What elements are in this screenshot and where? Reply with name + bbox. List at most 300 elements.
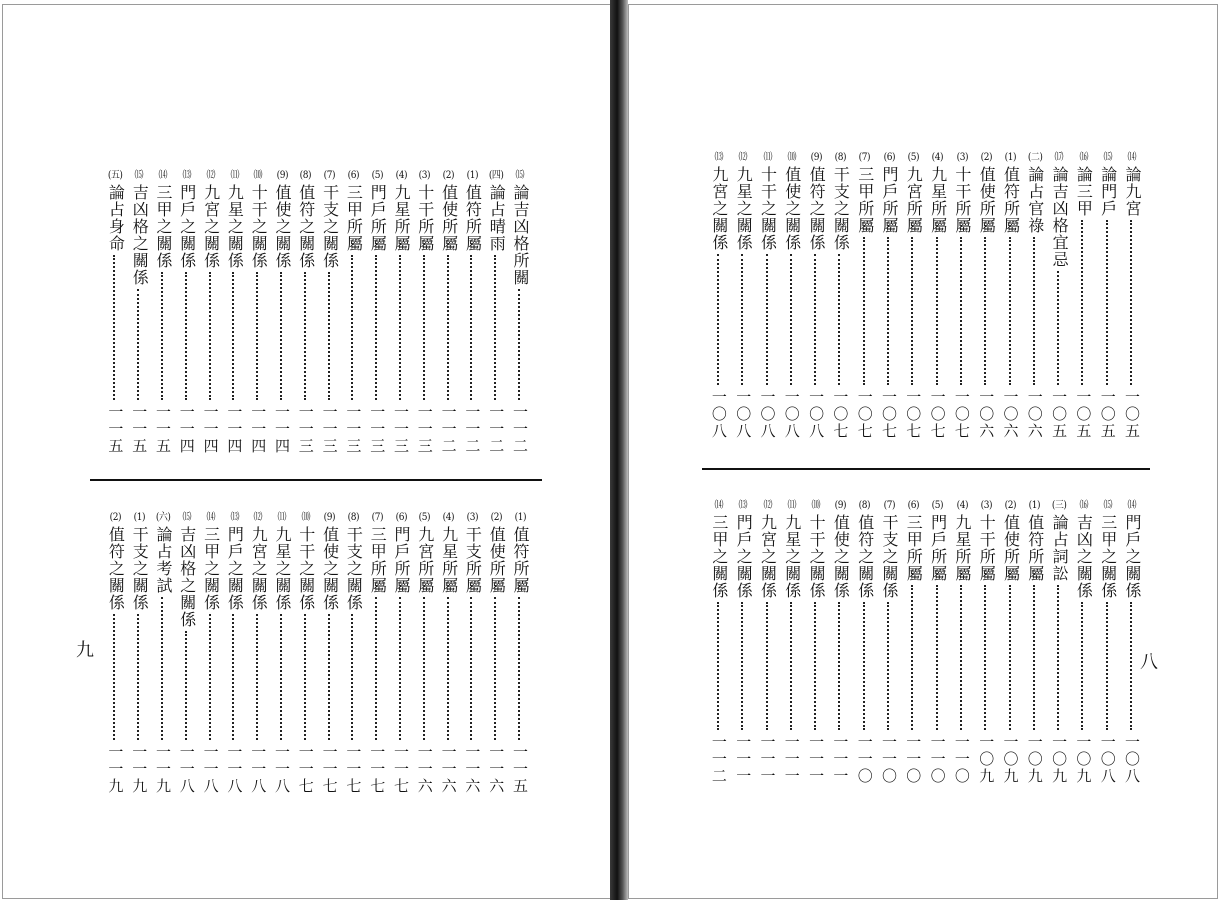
toc-entry-page: 一〇七 (928, 389, 947, 440)
toc-entry-number: ⑽ (253, 170, 263, 181)
toc-entry-page: 一一二 (439, 404, 458, 455)
toc-leader-dots (113, 614, 117, 740)
toc-entry-title: 九宮所屬 (904, 166, 924, 234)
toc-entry-page: 一〇六 (977, 389, 996, 440)
toc-entry (509, 170, 531, 455)
toc-entry-number: ⑿ (763, 500, 772, 511)
right-page-number: 八 (1140, 652, 1158, 673)
toc-leader-dots (518, 289, 522, 400)
toc-entry-number: (2) (109, 512, 122, 523)
toc-entry (342, 512, 364, 795)
toc-entry-title: 九宮之關係 (201, 184, 221, 269)
toc-entry (1121, 500, 1143, 785)
toc-entry-number: (4) (931, 152, 944, 163)
toc-entry-number: (2) (490, 512, 502, 523)
toc-entry-title: 九星之關係 (225, 184, 245, 269)
toc-entry-title: 值符之關係 (296, 184, 316, 269)
toc-entry-title: 三甲之關係 (201, 526, 221, 611)
toc-entry-page: 一〇七 (880, 389, 898, 440)
toc-entry-page: 一一四 (249, 404, 268, 455)
toc-leader-dots (984, 585, 988, 730)
toc-entry-title: 十干所屬 (977, 514, 997, 582)
toc-entry (104, 170, 126, 455)
toc-entry-page: 一一五 (154, 404, 172, 455)
toc-leader-dots (161, 597, 165, 740)
toc-leader-dots (113, 255, 117, 400)
toc-entry-page: 一一〇 (928, 734, 947, 785)
toc-entry (1072, 152, 1094, 440)
toc-entry (781, 500, 803, 785)
toc-entry-page: 一一五 (130, 404, 149, 455)
toc-entry-title: 三甲之關係 (709, 514, 729, 599)
toc-entry-number: ⑿ (253, 512, 263, 523)
toc-entry-page: 一一七 (368, 744, 387, 795)
toc-entry (975, 500, 997, 785)
toc-entry-title: 干支之關係 (880, 514, 899, 599)
toc-entry-page: 一一八 (225, 744, 244, 795)
toc-leader-dots (328, 614, 332, 740)
toc-leader-dots (328, 272, 332, 400)
toc-entry-page: 一一二 (709, 734, 728, 785)
toc-entry (366, 170, 388, 455)
toc-entry-page: 一一九 (154, 744, 172, 795)
toc-leader-dots (423, 597, 427, 740)
toc-entry-title: 十干之關係 (758, 166, 778, 251)
toc-entry (854, 152, 876, 440)
toc-entry-title: 論吉凶格所關 (511, 184, 530, 286)
toc-leader-dots (911, 585, 915, 730)
toc-entry-title: 三甲所屬 (344, 184, 364, 252)
toc-entry-number: ⒂ (515, 170, 525, 181)
toc-entry-number: (1) (466, 170, 479, 181)
toc-leader-dots (423, 255, 427, 400)
toc-entry (152, 170, 174, 455)
toc-entry-page: 一一六 (463, 744, 482, 795)
toc-leader-dots (185, 272, 189, 400)
toc-entry-page: 一一一 (831, 734, 850, 785)
toc-leader-dots (1033, 237, 1037, 385)
toc-leader-dots (232, 272, 236, 400)
toc-leader-dots (1057, 271, 1061, 385)
toc-entry-title: 論占詞訟 (1050, 514, 1070, 582)
toc-entry-number: (3) (980, 500, 992, 511)
toc-leader-dots (1009, 585, 1013, 730)
toc-entry (295, 170, 317, 455)
toc-leader-dots (863, 237, 867, 385)
toc-entry-number: (8) (858, 500, 871, 511)
toc-entry-title: 值使所屬 (487, 526, 507, 594)
toc-entry-page: 一一八 (273, 744, 291, 795)
toc-entry-page: 一一七 (344, 744, 363, 795)
toc-leader-dots (399, 597, 403, 740)
toc-entry-number: (4) (956, 500, 968, 511)
toc-leader-dots (447, 255, 451, 400)
toc-entry (461, 512, 483, 795)
toc-entry-number: ⒂ (134, 170, 144, 181)
toc-leader-dots (304, 614, 308, 740)
toc-entry-title: 三甲所屬 (368, 526, 388, 594)
toc-entry (1048, 152, 1070, 440)
toc-leader-dots (304, 272, 308, 400)
toc-entry-page: 一一六 (415, 744, 434, 795)
toc-entry-title: 門戶所屬 (880, 166, 899, 234)
toc-entry-page: 一〇九 (1001, 734, 1020, 785)
toc-entry-title: 九星之關係 (782, 514, 802, 599)
toc-leader-dots (351, 255, 355, 400)
toc-entry (927, 500, 949, 785)
toc-leader-dots (838, 602, 842, 730)
toc-entry-number: ⑿ (738, 152, 748, 163)
toc-entry-page: 一〇五 (1123, 389, 1141, 440)
toc-entry-title: 吉凶格之關係 (130, 184, 150, 286)
toc-leader-dots (863, 602, 867, 730)
toc-entry-title: 干支之關係 (320, 184, 340, 269)
toc-entry (732, 152, 754, 440)
toc-entry-title: 門戶所屬 (928, 514, 948, 582)
toc-entry-number: (7) (883, 500, 895, 511)
toc-entry-page: 一一四 (225, 404, 244, 455)
toc-entry-number: (8) (347, 512, 360, 523)
toc-entry-page: 一一九 (106, 744, 125, 795)
toc-entry-title: 十干所屬 (415, 184, 435, 252)
toc-entry-page: 一一八 (249, 744, 268, 795)
toc-entry-number: (6) (883, 152, 895, 163)
toc-entry-number: (5) (371, 170, 383, 181)
toc-entry (271, 170, 293, 455)
toc-leader-dots (1130, 220, 1134, 385)
toc-entry-page: 一〇七 (952, 389, 971, 440)
toc-entry-number: (6) (907, 500, 919, 511)
toc-entry-title: 門戶之關係 (1123, 514, 1142, 599)
toc-entry (223, 512, 245, 795)
toc-leader-dots (351, 614, 355, 740)
toc-leader-dots (717, 602, 721, 730)
toc-entry-number: ⒁ (158, 170, 168, 181)
toc-entry-page: 一一二 (463, 404, 482, 455)
toc-entry-number: (六) (155, 512, 171, 523)
toc-entry-number: ⑿ (206, 170, 215, 181)
toc-entry-page: 一一〇 (952, 734, 971, 785)
toc-entry (878, 500, 900, 785)
toc-leader-dots (790, 254, 794, 385)
toc-entry-page: 一一一 (782, 734, 801, 785)
toc-entry-title: 門戶之關係 (177, 184, 197, 269)
toc-entry-title: 吉凶格之關係 (177, 526, 197, 628)
toc-entry-number: ⒀ (230, 512, 239, 523)
toc-leader-dots (209, 614, 213, 740)
toc-entry-title: 三甲所屬 (855, 166, 875, 234)
toc-entry-title: 值使之關係 (273, 184, 292, 269)
toc-entry-title: 值使所屬 (1001, 514, 1021, 582)
toc-leader-dots (232, 614, 236, 740)
toc-entry (509, 512, 531, 795)
toc-entry-number: ⒄ (1054, 152, 1064, 163)
toc-entry (1000, 500, 1022, 785)
toc-entry-page: 一一四 (201, 404, 220, 455)
toc-entry-title: 三甲之關係 (154, 184, 173, 269)
toc-entry (1097, 152, 1119, 440)
toc-entry-number: (1) (1029, 500, 1041, 511)
toc-entry-title: 門戶所屬 (392, 526, 411, 594)
toc-entry-title: 九宮所屬 (415, 526, 435, 594)
toc-entry-title: 值符之關係 (106, 526, 126, 611)
toc-entry-number: (9) (276, 170, 288, 181)
toc-entry-title: 十干之關係 (249, 184, 269, 269)
toc-leader-dots (960, 585, 964, 730)
toc-entry-title: 干支之關係 (831, 166, 851, 251)
toc-leader-dots (766, 602, 770, 730)
toc-entry-number: (三) (1051, 500, 1067, 511)
toc-entry (829, 500, 851, 785)
toc-entry-page: 一一七 (320, 744, 339, 795)
toc-leader-dots (399, 255, 403, 400)
toc-leader-dots (887, 237, 891, 385)
toc-entry-page: 一〇七 (831, 389, 850, 440)
toc-entry-number: (9) (834, 500, 847, 511)
toc-entry-title: 論門戶 (1098, 166, 1118, 217)
toc-entry-number: ⒂ (1103, 152, 1112, 163)
toc-leader-dots (911, 237, 915, 385)
toc-leader-dots (766, 254, 770, 385)
toc-entry-page: 一一九 (130, 744, 149, 795)
toc-entry-page: 一〇五 (1074, 389, 1093, 440)
toc-entry (902, 152, 924, 440)
toc-entry-title: 值符之關係 (855, 514, 875, 599)
toc-entry-number: (2) (442, 170, 455, 181)
toc-entry-page: 一一一 (758, 734, 777, 785)
toc-entry-title: 九宮之關係 (709, 166, 729, 251)
toc-entry-page: 一一八 (177, 744, 196, 795)
left-section-divider (90, 479, 542, 481)
toc-leader-dots (741, 602, 745, 730)
toc-entry-title: 值使之關係 (320, 526, 340, 611)
toc-entry-page: 一一〇 (855, 734, 874, 785)
toc-leader-dots (1009, 237, 1013, 385)
toc-entry-number: ⑾ (787, 500, 797, 511)
toc-entry-page: 一〇九 (1025, 734, 1044, 785)
toc-entry-title: 論占身命 (106, 184, 126, 252)
toc-leader-dots (447, 597, 451, 740)
toc-entry (1121, 152, 1143, 440)
toc-entry-number: (3) (956, 152, 968, 163)
toc-leader-dots (717, 254, 721, 385)
toc-entry-title: 門戶之關係 (734, 514, 754, 599)
toc-entry-number: (6) (347, 170, 360, 181)
toc-entry-page: 一〇八 (758, 389, 777, 440)
toc-entry-title: 門戶之關係 (225, 526, 245, 611)
book-gutter (610, 0, 628, 900)
toc-entry-page: 一〇六 (1025, 389, 1044, 440)
toc-leader-dots (1057, 585, 1061, 730)
toc-entry-page: 一一一 (807, 734, 826, 785)
toc-entry-title: 三甲之關係 (1098, 514, 1118, 599)
toc-entry-number: (5) (419, 512, 431, 523)
toc-leader-dots (960, 237, 964, 385)
toc-entry (295, 512, 317, 795)
toc-entry-page: 一一三 (320, 404, 339, 455)
toc-entry-title: 干支之關係 (344, 526, 364, 611)
toc-leader-dots (790, 602, 794, 730)
toc-entry (927, 152, 949, 440)
toc-entry-number: ⑽ (787, 152, 797, 163)
toc-entry-title: 論占官祿 (1025, 166, 1045, 234)
toc-entry (805, 500, 827, 785)
toc-entry (390, 170, 412, 455)
toc-entry-title: 十干之關係 (296, 526, 316, 611)
toc-entry-page: 一〇八 (734, 389, 753, 440)
toc-entry-page: 一一一 (734, 734, 753, 785)
toc-entry-page: 一〇六 (1001, 389, 1020, 440)
toc-leader-dots (280, 614, 284, 740)
toc-entry (757, 500, 779, 785)
toc-entry-number: ⒀ (738, 500, 748, 511)
toc-entry-number: (1) (133, 512, 145, 523)
toc-entry-number: (4) (395, 170, 407, 181)
toc-entry (104, 512, 126, 795)
toc-entry (951, 500, 973, 785)
toc-entry (414, 170, 436, 455)
toc-entry-page: 一〇九 (1074, 734, 1093, 785)
toc-entry-title: 門戶所屬 (368, 184, 388, 252)
toc-entry (1072, 500, 1094, 785)
toc-entry-number: (7) (371, 512, 383, 523)
toc-entry-number: (9) (323, 512, 336, 523)
toc-entry-title: 值使所屬 (977, 166, 997, 234)
toc-entry (485, 170, 507, 455)
toc-entry (200, 512, 222, 795)
toc-entry (366, 512, 388, 795)
toc-entry-number: (7) (323, 170, 336, 181)
toc-entry-number: (7) (858, 152, 871, 163)
toc-entry-title: 九宮之關係 (249, 526, 269, 611)
toc-entry-page: 一〇八 (709, 389, 728, 440)
toc-entry (438, 512, 460, 795)
toc-entry (152, 512, 174, 795)
toc-entry-page: 一〇八 (1098, 734, 1117, 785)
toc-entry-title: 吉凶之關係 (1074, 514, 1094, 599)
toc-entry (951, 152, 973, 440)
toc-entry-number: ⒁ (1127, 500, 1137, 511)
toc-leader-dots (814, 254, 818, 385)
toc-leader-dots (470, 255, 474, 400)
toc-entry (902, 500, 924, 785)
toc-entry (975, 152, 997, 440)
toc-entry (247, 170, 269, 455)
toc-leader-dots (1081, 602, 1085, 730)
toc-entry-number: ⑾ (763, 152, 772, 163)
toc-entry-title: 干支所屬 (463, 526, 483, 594)
toc-leader-dots (984, 237, 988, 385)
toc-entry-title: 值使之關係 (782, 166, 802, 251)
toc-entry-title: 九星所屬 (392, 184, 411, 252)
toc-entry-page: 一一六 (439, 744, 458, 795)
toc-entry (878, 152, 900, 440)
toc-entry-number: (8) (300, 170, 312, 181)
toc-entry-page: 一一六 (487, 744, 506, 795)
toc-entry-title: 值使之關係 (831, 514, 851, 599)
toc-leader-dots (1106, 602, 1110, 730)
toc-entry-page: 一一五 (511, 744, 529, 795)
toc-entry-number: ⒃ (1079, 500, 1088, 511)
toc-leader-dots (1130, 602, 1134, 730)
toc-entry-page: 一〇九 (1050, 734, 1069, 785)
toc-entry (319, 170, 341, 455)
toc-entry-page: 一一三 (296, 404, 315, 455)
toc-entry-page: 一一三 (344, 404, 363, 455)
toc-entry (128, 512, 150, 795)
toc-entry-title: 九星所屬 (928, 166, 948, 234)
toc-entry (805, 152, 827, 440)
toc-entry (1024, 152, 1046, 440)
toc-entry (176, 170, 198, 455)
toc-entry-page: 一〇九 (977, 734, 996, 785)
toc-entry-page: 一一五 (106, 404, 125, 455)
toc-leader-dots (1033, 585, 1037, 730)
toc-entry (781, 152, 803, 440)
toc-entry (1000, 152, 1022, 440)
toc-entry-number: ⑽ (811, 500, 821, 511)
toc-entry-number: ⑽ (301, 512, 311, 523)
toc-entry-page: 一〇八 (782, 389, 801, 440)
toc-entry-title: 論占考試 (154, 526, 173, 594)
toc-entry-number: (5) (907, 152, 919, 163)
toc-entry-title: 干支之關係 (130, 526, 150, 611)
toc-entry-number: (6) (395, 512, 407, 523)
toc-entry-page: 一〇八 (807, 389, 826, 440)
toc-entry-page: 一一八 (201, 744, 220, 795)
toc-leader-dots (375, 255, 379, 400)
toc-entry-title: 九星所屬 (952, 514, 972, 582)
toc-leader-dots (280, 272, 284, 400)
toc-entry-title: 值使所屬 (439, 184, 459, 252)
toc-entry-page: 一〇五 (1050, 389, 1069, 440)
toc-entry (1048, 500, 1070, 785)
toc-entry-number: ⒀ (182, 170, 192, 181)
toc-entry-title: 值符所屬 (1025, 514, 1045, 582)
toc-entry (271, 512, 293, 795)
toc-entry-title: 論吉凶格宜忌 (1050, 166, 1070, 268)
toc-entry-title: 十干之關係 (807, 514, 827, 599)
toc-entry-number: ⒂ (1103, 500, 1112, 511)
toc-entry-number: (1) (1004, 152, 1017, 163)
toc-entry-title: 九星所屬 (439, 526, 459, 594)
toc-entry (223, 170, 245, 455)
toc-entry (390, 512, 412, 795)
toc-entry (176, 512, 198, 795)
toc-entry-number: (五) (108, 170, 123, 181)
toc-leader-dots (814, 602, 818, 730)
toc-entry-number: ⒂ (182, 512, 192, 523)
toc-leader-dots (936, 585, 940, 730)
toc-leader-dots (137, 614, 141, 740)
toc-entry-title: 九星之關係 (273, 526, 292, 611)
toc-leader-dots (494, 255, 498, 400)
toc-entry-page: 一一〇 (904, 734, 923, 785)
toc-leader-dots (209, 272, 213, 400)
toc-leader-dots (470, 597, 474, 740)
toc-entry-page: 一一二 (487, 404, 506, 455)
toc-entry-number: (3) (419, 170, 431, 181)
toc-entry-page: 一一七 (296, 744, 315, 795)
toc-leader-dots (137, 289, 141, 400)
toc-entry (342, 170, 364, 455)
toc-entry-number: (9) (810, 152, 822, 163)
toc-entry-number: (5) (931, 500, 944, 511)
toc-entry-page: 一〇七 (904, 389, 923, 440)
toc-entry-title: 十干所屬 (952, 166, 972, 234)
toc-entry-title: 值符所屬 (1001, 166, 1021, 234)
toc-entry-number: (8) (834, 152, 847, 163)
